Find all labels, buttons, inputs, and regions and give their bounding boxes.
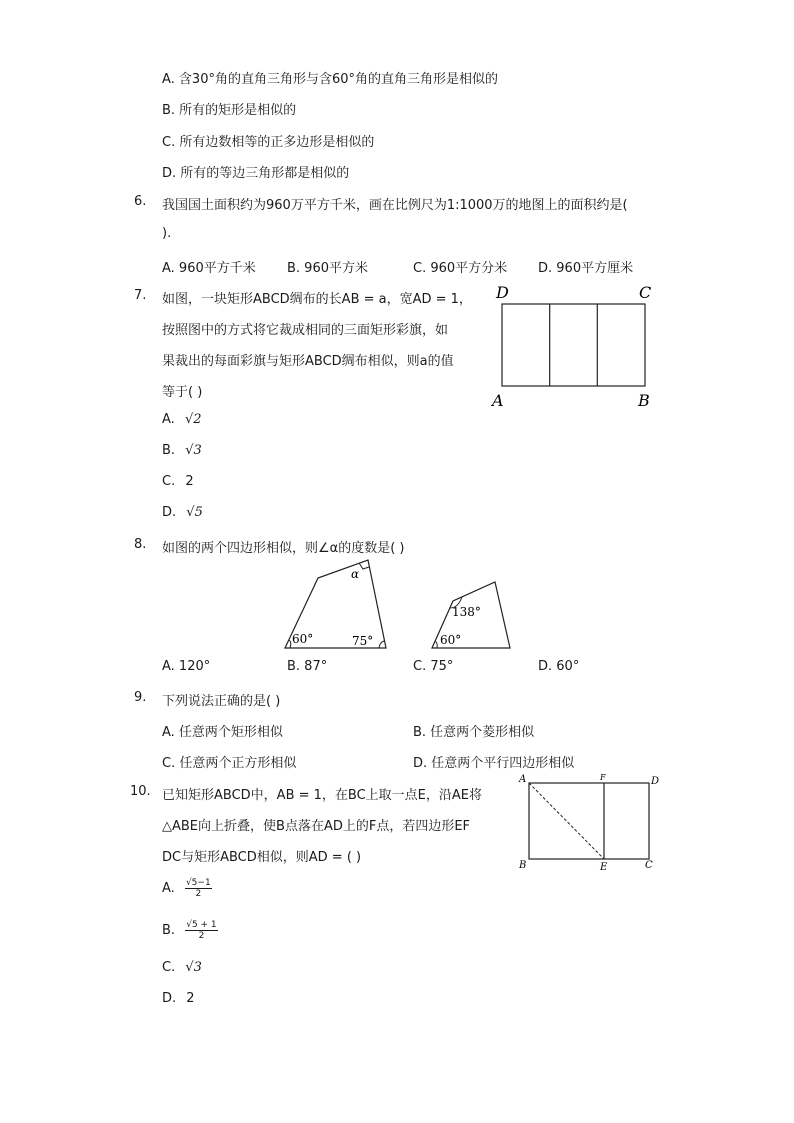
q10-label-d: D	[651, 776, 660, 787]
q10-number: 10.	[130, 784, 151, 799]
q6-number: 6.	[134, 194, 147, 209]
q10-label-f: F	[600, 773, 606, 782]
q7-option-b-label: B.	[162, 443, 176, 458]
q6-option-d: D. 960平方厘米	[538, 261, 634, 276]
q10-option-d-label: D.	[162, 991, 177, 1006]
q10-stem-line2: △ABE向上折叠，使B点落在AD上的F点，若四边形EF	[162, 819, 471, 834]
q10-option-a-numerator: √5−1	[185, 878, 211, 888]
q6-option-b: B. 960平方米	[287, 261, 368, 276]
q7-stem-line4: 等于( )	[162, 385, 203, 400]
q8-option-d: D. 60°	[538, 659, 580, 674]
q10-option-b	[162, 920, 218, 941]
q7-option-a	[162, 412, 202, 427]
q10-label-e: E	[600, 862, 608, 872]
q10-label-a: A	[519, 774, 527, 785]
q7-stem-line3: 果裁出的每面彩旗与矩形ABCD绸布相似，则a的值	[162, 354, 454, 369]
q7-option-a-label: A.	[162, 412, 175, 427]
q8-quad2-60-arc	[435, 641, 437, 648]
q5-option-d: D. 所有的等边三角形都是相似的	[162, 166, 350, 181]
q8-number: 8.	[134, 537, 147, 552]
q6-stem-line1: 我国国土面积约为960万平方千米，画在比例尺为1:1000万的地图上的面积约是(	[162, 198, 628, 213]
q9-option-d: D. 任意两个平行四边形相似	[413, 756, 575, 771]
q5-option-c: C. 所有边数相等的正多边形是相似的	[162, 135, 375, 150]
q10-rectangle-figure	[514, 772, 666, 872]
q10-stem-line3: DC与矩形ABCD相似，则AD = ( )	[162, 850, 362, 865]
q7-label-c: C	[639, 283, 652, 302]
q7-option-c	[162, 474, 194, 489]
q10-option-a	[162, 878, 212, 899]
q8-quad1-alpha-label: α	[351, 567, 360, 581]
q6-stem-line2: ).	[162, 226, 172, 241]
q8-quad1-right-arc	[379, 641, 384, 648]
q10-option-b-label: B.	[162, 923, 176, 938]
q7-stem-line1: 如图，一块矩形ABCD绸布的长AB = a，宽AD = 1，	[162, 292, 472, 307]
q10-option-a-label: A.	[162, 881, 175, 896]
q7-option-d-label: D.	[162, 505, 177, 520]
q8-option-b: B. 87°	[287, 659, 328, 674]
q10-option-b-denominator: 2	[198, 931, 205, 941]
q8-stem: 如图的两个四边形相似，则∠α的度数是( )	[162, 541, 405, 556]
q8-quad1-left-arc	[289, 640, 291, 648]
q7-number: 7.	[134, 288, 147, 303]
q7-option-c-value: 2	[185, 474, 194, 489]
q7-option-d-value: √5	[186, 505, 203, 520]
q9-stem: 下列说法正确的是( )	[162, 694, 281, 709]
q10-label-b: B	[519, 860, 527, 871]
q8-quad1-60-label: 60°	[292, 632, 314, 646]
q7-label-a: A	[492, 391, 504, 410]
q10-segment-ae-dashed	[529, 783, 604, 859]
q10-option-c-value: √3	[185, 960, 202, 975]
q7-option-c-label: C.	[162, 474, 176, 489]
q10-option-a-denominator: 2	[195, 889, 202, 899]
q9-option-b: B. 任意两个菱形相似	[413, 725, 535, 740]
q10-option-c-label: C.	[162, 960, 176, 975]
q7-option-b-value: √3	[185, 443, 202, 458]
q9-option-a: A. 任意两个矩形相似	[162, 725, 283, 740]
q8-quad2-60-label: 60°	[440, 633, 462, 647]
q9-option-c: C. 任意两个正方形相似	[162, 756, 297, 771]
q10-stem-line1: 已知矩形ABCD中，AB = 1，在BC上取一点E，沿AE将	[162, 788, 482, 803]
q9-number: 9.	[134, 690, 147, 705]
q10-option-b-fraction	[185, 920, 217, 941]
q8-quadrilateral-2	[428, 578, 518, 652]
q10-option-d-value: 2	[186, 991, 195, 1006]
q8-quadrilateral-1	[280, 556, 392, 652]
q7-option-b	[162, 443, 202, 458]
q10-rectangle	[529, 783, 649, 859]
q7-rectangle-figure	[488, 280, 658, 412]
q8-quad2-138-label: 138°	[452, 605, 481, 619]
q5-option-a: A. 含30°角的直角三角形与含60°角的直角三角形是相似的	[162, 72, 499, 87]
q6-option-c: C. 960平方分米	[413, 261, 508, 276]
q6-option-a: A. 960平方千米	[162, 261, 256, 276]
q7-label-d: D	[496, 283, 509, 302]
q8-option-c: C. 75°	[413, 659, 454, 674]
q10-label-c: C	[645, 860, 653, 871]
q10-option-d	[162, 991, 195, 1006]
q5-option-b: B. 所有的矩形是相似的	[162, 103, 297, 118]
q7-stem-line2: 按照图中的方式将它裁成相同的三面矩形彩旗，如	[162, 323, 449, 338]
q7-option-a-value: √2	[184, 412, 202, 427]
q8-quad1-alpha-arc	[359, 563, 369, 569]
q10-option-a-fraction	[185, 878, 212, 899]
q7-label-b: B	[638, 391, 650, 410]
q7-option-d	[162, 505, 203, 520]
q10-option-b-numerator: √5 + 1	[186, 920, 217, 930]
q8-option-a: A. 120°	[162, 659, 211, 674]
q8-quad1-75-label: 75°	[352, 634, 374, 648]
q7-rectangle	[502, 304, 645, 386]
q10-option-c	[162, 960, 202, 975]
